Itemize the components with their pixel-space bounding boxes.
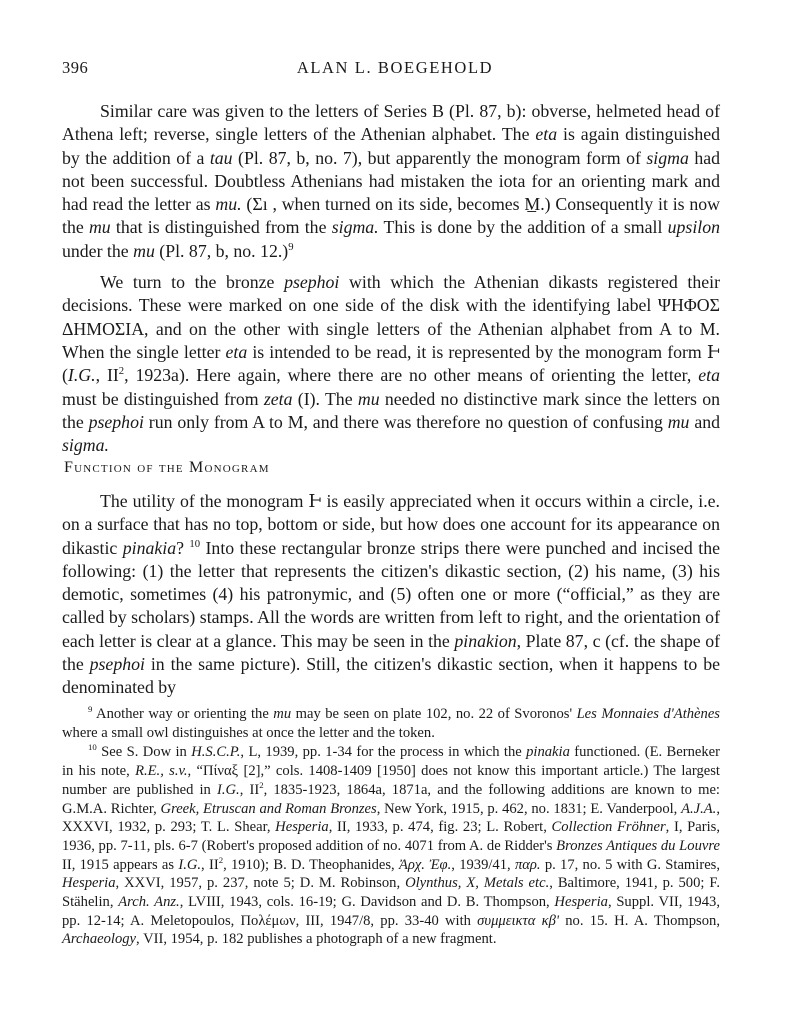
text-run: , II, 1933, p. 474, fig. 23; L. Robert,: [328, 819, 552, 836]
text-run: II, 1915 appears as: [62, 856, 179, 873]
italic-run: pinakion: [454, 630, 517, 651]
italic-run: I.G.: [67, 365, 96, 386]
text-run: , 1939/41,: [451, 856, 515, 873]
text-run: The utility of the monogram Ͱ is easily appreciated when it occurs within a circle, i.e. on a surface that has no top, bottom or side, but how does one account for its appearance on dikastic: [62, 491, 720, 558]
text-run: , Baltimore, 1941, p. 500; F. Stähelin,: [62, 875, 720, 911]
text-run: , XXVI, 1957, p. 237, note 5; D. M. Robinson,: [115, 875, 406, 892]
text-run: , New York, 1915, p. 462, no. 1831; E. Vanderpool,: [376, 800, 682, 817]
italic-run: sigma.: [331, 217, 379, 238]
text-run: that is distinguished from the: [110, 217, 332, 238]
footnote-marker: 10: [88, 742, 97, 753]
text-run: (Σı , when turned on its side, becomes M̲.) Consequently it is now the: [62, 194, 721, 238]
page-number: 396: [62, 58, 89, 77]
text-run: , Suppl. VII, 1943, pp. 12-14; A. Meletopoulos,: [62, 894, 720, 929]
footnote-10: [62, 743, 720, 949]
text-run: Another way or orienting the: [92, 706, 274, 722]
italic-run: Ἀρχ. Ἐφ.: [398, 856, 452, 873]
italic-run: I.G.: [216, 781, 240, 798]
paragraph-bronze-psephoi: [62, 271, 720, 457]
text-run: , II: [201, 856, 219, 873]
text-run: We turn to the bronze: [100, 272, 285, 293]
text-run: no. 15. H. A. Thompson,: [559, 912, 720, 929]
italic-run: mu.: [215, 194, 242, 215]
text-run: is intended to be read, it is represented by the monogram form Ͱ (: [62, 341, 721, 386]
text-run: run only from A to M, and there was therefore no question of confusing: [143, 411, 668, 432]
running-head-author: ALAN L. BOEGEHOLD: [296, 58, 494, 77]
italic-run: eta: [698, 365, 720, 386]
italic-run: Hesperia: [62, 875, 116, 892]
text-run: , 1923a). Here again, where there are no other means of orienting the letter,: [124, 365, 699, 386]
text-run: (Pl. 87, b, no. 12.): [154, 240, 289, 261]
italic-run: συμμεικτα κβ': [477, 912, 560, 929]
italic-run: H.S.C.P.: [191, 744, 241, 761]
italic-run: Greek, Etruscan and Roman Bronzes: [160, 800, 377, 817]
text-run: in the same picture). Still, the citizen's dikastic section, when it happens to be denominated by: [62, 654, 721, 698]
text-run: where a small owl distinguishes at once the letter and the token.: [62, 724, 435, 741]
italic-run: mu: [667, 411, 690, 432]
text-run: with which the Athenian dikasts registered their decisions. These were marked on one side of the disk with the identifying label ΨΗΦΟΣ ΔΗΜΟΣΙΑ, and on the other with single letters of the Athenian alphabet from A to M. When the single letter: [62, 272, 720, 362]
paragraph-utility-monogram: [62, 490, 720, 700]
italic-run: Les Monnaies d'Athènes: [576, 706, 720, 722]
text-run: needed no distinctive mark since the letters on the: [62, 388, 721, 432]
text-run: Into these rectangular bronze strips there were punched and incised the following: (1) the letter that represents the citizen's dikastic section, (2) his name, (3) his demotic, sometimes (4) his patronymic, and (5) often one or more (“official,” as they are called by scholars) stamps. All the words are written from left to right, and the orientation of each letter is clear at a glance. This may be seen in the: [62, 537, 720, 651]
italic-run: tau: [209, 147, 233, 168]
italic-run: sigma: [646, 147, 689, 168]
text-run: is again distinguished by the addition of a: [62, 124, 720, 168]
section-heading: Function of the Monogram: [64, 459, 270, 476]
text-run: , 1910); B. D. Theophanides,: [223, 856, 399, 873]
text-run: , “Πίναξ [2],” cols. 1408-1409 [1950] does not know this important article.) The largest number are published in: [62, 763, 720, 798]
text-run: This is done by the addition of a small: [378, 217, 668, 238]
italic-run: pinakia: [122, 537, 177, 558]
italic-run: Collection Fröhner: [551, 819, 666, 836]
footnote-marker: 2: [118, 365, 125, 378]
text-run: , I, Paris, 1936, pp. 7-11, pls. 6-7 (Robert's proposed addition of no. 4071 from A. de Ridder's: [62, 819, 720, 854]
text-run: p. 17, no. 5 with G. Stamires,: [540, 856, 721, 873]
italic-run: mu: [133, 240, 155, 261]
italic-run: psephoi: [89, 654, 145, 675]
italic-run: Arch. Anz.: [118, 894, 180, 911]
footnote-9: [62, 705, 720, 742]
text-run: See S. Dow in: [96, 744, 192, 761]
italic-run: παρ.: [514, 856, 541, 873]
text-run: ?: [176, 537, 190, 558]
italic-run: eta: [225, 341, 248, 362]
italic-run: psephoi: [284, 272, 340, 293]
italic-run: Archaeology: [62, 931, 137, 948]
text-run: , II: [239, 781, 260, 798]
footnote-marker: 2: [259, 779, 264, 790]
text-run: , XXXVI, 1932, p. 293; T. L. Shear,: [62, 800, 720, 836]
italic-run: Hesperia: [275, 819, 329, 836]
italic-run: I.G.: [178, 856, 202, 873]
italic-run: psephoi: [88, 411, 144, 432]
italic-run: Olynthus, X, Metals etc.: [405, 875, 550, 892]
text-run: Similar care was given to the letters of Series B (Pl. 87, b): obverse, helmeted head of Athena left; reverse, single letters of the Athenian alphabet. The: [62, 101, 720, 145]
italic-run: mu: [357, 388, 380, 409]
paragraph-series-b: [62, 100, 720, 263]
text-run: must be distinguished from: [62, 388, 264, 409]
italic-run: Hesperia: [554, 894, 608, 911]
text-run: , L, 1939, pp. 1-34 for the process in which the: [240, 744, 527, 761]
text-run: under the: [62, 240, 134, 261]
footnotes: [62, 705, 720, 949]
italic-run: pinakia: [526, 744, 570, 761]
italic-run: zeta: [263, 388, 293, 409]
text-run: had not been successful. Doubtless Athenians had mistaken the iota for an orienting mark and had read the letter as: [62, 147, 720, 215]
text-run: and: [689, 411, 720, 432]
italic-run: mu: [88, 217, 111, 238]
text-run: , II: [95, 365, 119, 386]
text-run: (I). The: [292, 388, 358, 409]
running-head: [62, 58, 728, 80]
text-run: (Pl. 87, b, no. 7), but apparently the monogram form of: [232, 147, 647, 168]
italic-run: mu: [273, 706, 292, 722]
italic-run: A.J.A.: [681, 800, 717, 817]
footnote-marker: 10: [189, 537, 201, 550]
footnote-marker: 2: [218, 854, 224, 865]
text-run: may be seen on plate 102, no. 22 of Svoronos': [291, 706, 577, 722]
text-run: , 1835-1923, 1864a, 1871a, and the following additions are known to me: G.M.A. Richter,: [62, 781, 720, 817]
italic-run: sigma.: [62, 435, 109, 456]
italic-run: upsilon: [667, 217, 720, 238]
italic-run: Bronzes Antiques du Louvre: [556, 837, 720, 854]
italic-run: eta: [535, 124, 558, 145]
text-run: functioned. (E. Berneker in his note,: [62, 744, 720, 780]
text-run: , Plate 87, c (cf. the shape of the: [62, 630, 721, 675]
italic-run: R.E., s.v.: [135, 763, 188, 780]
text-run: , VII, 1954, p. 182 publishes a photograph of a new fragment.: [136, 931, 497, 948]
text-run: , III, 1947/8, pp. 33-40 with: [295, 912, 478, 929]
body-text-upper: [62, 100, 720, 457]
footnote-marker: 9: [88, 704, 93, 715]
body-text-lower: [62, 490, 720, 700]
text-run: , LVIII, 1943, cols. 16-19; G. Davidson and D. B. Thompson,: [179, 894, 555, 911]
text-run: Πολέμων: [240, 912, 296, 929]
footnote-marker: 9: [288, 240, 294, 253]
